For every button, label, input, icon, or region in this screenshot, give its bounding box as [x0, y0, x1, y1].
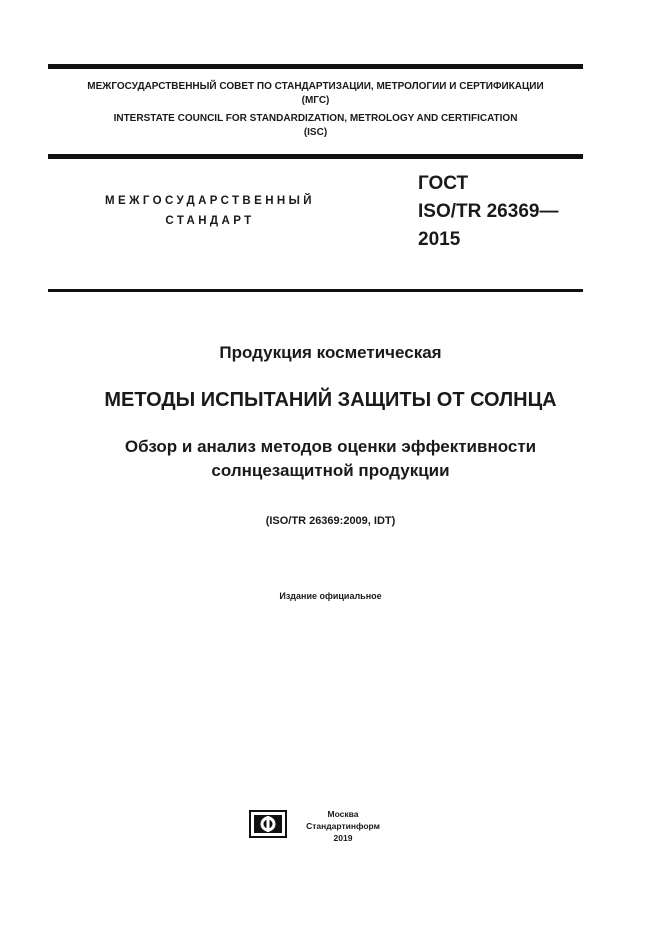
top-rule — [48, 64, 583, 69]
council-name-en — [48, 112, 583, 140]
publisher-block — [293, 808, 393, 844]
council-ru-line: МЕЖГОСУДАРСТВЕННЫЙ СОВЕТ ПО СТАНДАРТИЗАЦИИ, МЕТРОЛОГИИ И СЕРТИФИКАЦИИ — [87, 81, 544, 92]
standard-type-line1: МЕЖГОСУДАРСТВЕННЫЙ — [105, 195, 315, 207]
publisher-year: 2019 — [333, 833, 353, 843]
subtitle-line2: солнцезащитной продукции — [211, 461, 450, 480]
council-en-line: INTERSTATE COUNCIL FOR STANDARDIZATION, METROLOGY AND CERTIFICATION — [113, 113, 518, 124]
designation-line1: ГОСТ — [418, 173, 469, 194]
publisher-city: Москва — [327, 809, 359, 819]
standard-type-line2: СТАНДАРТ — [165, 215, 255, 227]
international-reference: (ISO/TR 26369:2009, IDT) — [265, 515, 396, 527]
standartinform-logo-icon — [249, 810, 287, 838]
publisher-name: Стандартинформ — [306, 821, 380, 831]
main-title: МЕТОДЫ ИСПЫТАНИЙ ЗАЩИТЫ ОТ СОЛНЦА — [104, 389, 557, 411]
designation-line2: ISO/TR 26369— — [418, 201, 559, 222]
subtitle-line1: Обзор и анализ методов оценки эффективности — [124, 437, 537, 456]
council-en-abbr: (ISC) — [303, 127, 328, 138]
header-bottom-rule — [48, 289, 583, 292]
subtitle — [0, 435, 661, 483]
standard-designation — [418, 170, 558, 254]
edition-note: Издание официальное — [279, 591, 382, 601]
council-name-ru — [48, 80, 583, 108]
product-group-title: Продукция косметическая — [219, 343, 442, 362]
council-bottom-rule — [48, 154, 583, 159]
council-ru-abbr: (МГС) — [301, 95, 330, 106]
designation-line3: 2015 — [418, 229, 461, 250]
standard-type — [60, 193, 360, 229]
